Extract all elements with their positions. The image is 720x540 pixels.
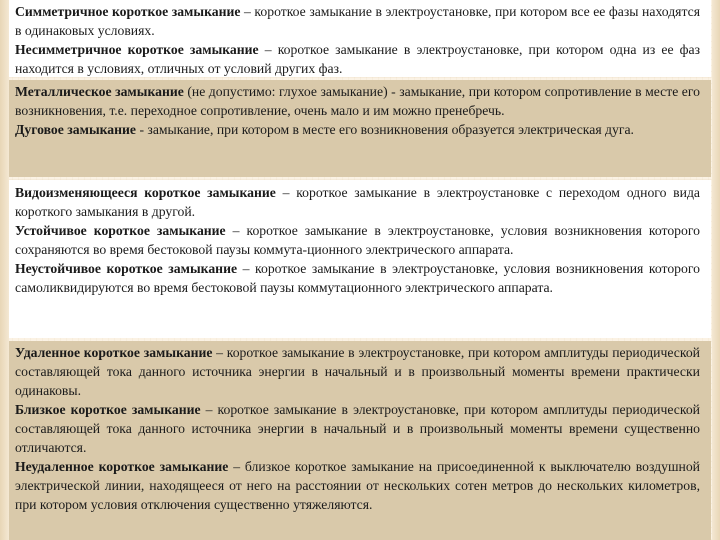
term: Несимметричное короткое замыкание xyxy=(15,42,259,57)
term: Металлическое замыкание xyxy=(15,84,184,99)
definition-block-fault-type xyxy=(9,80,711,177)
definition-near-remote-short-circuit xyxy=(15,457,700,514)
definition-close-short-circuit xyxy=(15,400,700,457)
term: Неудаленное короткое замыкание xyxy=(15,459,229,474)
term: Удаленное короткое замыкание xyxy=(15,345,213,360)
right-decorative-strip xyxy=(712,0,720,540)
definition-text: – близкое короткое замыкание на присоединенной к выключателю воздушной электрической линии, находящееся от него на расстоянии от нескольких сотен метров до нескольких километров, при котором условия отключения существенно утяжеляются. xyxy=(15,459,700,512)
definition-unstable-short-circuit xyxy=(15,259,700,297)
term: Симметричное короткое замыкание xyxy=(15,4,241,19)
definition-text: – короткое замыкание в электроустановке с переходом одного вида короткого замыкания в другой. xyxy=(15,185,700,219)
term: Неустойчивое короткое замыкание xyxy=(15,261,238,276)
definition-text: – короткое замыкание в электроустановке, условия возникновения которого самоликвидируются во время бестоковой паузы коммутационного электрического аппарата. xyxy=(15,261,700,295)
definition-metallic-fault xyxy=(15,82,700,120)
term: Видоизменяющееся короткое замыкание xyxy=(15,185,276,200)
definition-block-distance xyxy=(9,341,711,540)
left-decorative-strip xyxy=(0,0,9,540)
definition-asymmetric-short-circuit xyxy=(15,40,700,78)
definition-text: - замыкание, при котором в месте его возникновения образуется электрическая дуга. xyxy=(136,122,634,137)
definition-block-stability xyxy=(9,180,711,338)
definition-text: – короткое замыкание в электроустановке, при котором амплитуды периодической составляющей тока данного источника энергии в начальный и в произвольный моменты времени существенно отличаются. xyxy=(15,402,700,455)
definition-arc-fault xyxy=(15,120,700,139)
term: Устойчивое короткое замыкание xyxy=(15,223,226,238)
definition-text: (не допустимо: глухое замыкание) - замыкание, при котором сопротивление в месте его возникновения, т.е. переходное сопротивление, очень мало и им можно пренебречь. xyxy=(15,84,700,118)
definition-block-symmetry xyxy=(9,0,711,77)
definition-text: – короткое замыкание в электроустановке, при котором все ее фазы находятся в одинаковых условиях. xyxy=(15,4,700,38)
definition-evolving-short-circuit xyxy=(15,183,700,221)
definition-symmetric-short-circuit xyxy=(15,2,700,40)
definition-text: – короткое замыкание в электроустановке, условия возникновения которого сохраняются во время бестоковой паузы коммута-ционного электрического аппарата. xyxy=(15,223,700,257)
term: Дуговое замыкание xyxy=(15,122,137,137)
definition-stable-short-circuit xyxy=(15,221,700,259)
definition-text: – короткое замыкание в электроустановке, при котором одна из ее фаз находится в условиях, отличных от условий других фаз. xyxy=(15,42,700,76)
term: Близкое короткое замыкание xyxy=(15,402,201,417)
definition-remote-short-circuit xyxy=(15,343,700,400)
definition-text: – короткое замыкание в электроустановке, при котором амплитуды периодической составляющей тока данного источника энергии в начальный и в произвольный моменты времени практически одинаковы. xyxy=(15,345,700,398)
